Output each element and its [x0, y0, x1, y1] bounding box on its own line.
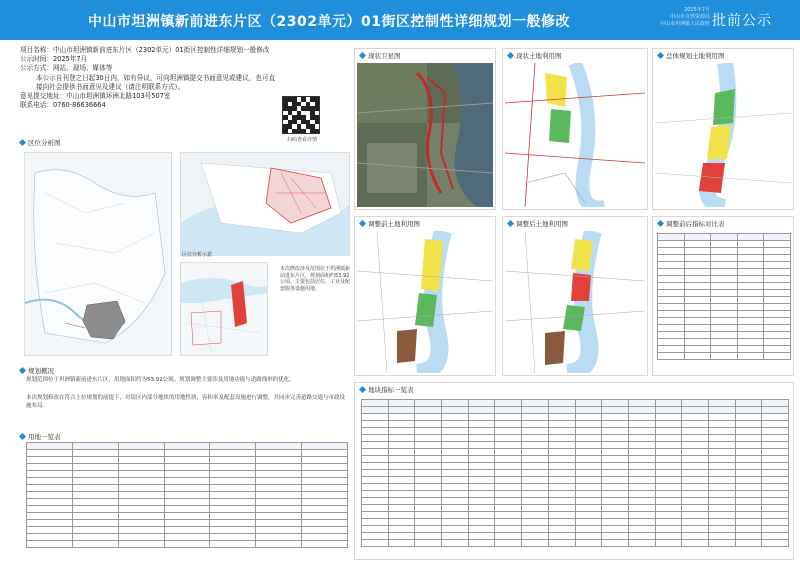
table-row [362, 456, 789, 463]
table-row [658, 269, 791, 276]
table-row [27, 471, 348, 478]
table-row [362, 470, 789, 477]
table-row [362, 484, 789, 491]
table-row [27, 541, 348, 548]
table-row [658, 241, 791, 248]
table-row [362, 414, 789, 421]
table-row [362, 526, 789, 533]
diamond-icon [359, 52, 366, 59]
table-row [362, 491, 789, 498]
qr-code[interactable] [282, 96, 320, 134]
summary-section-title: 规划概况 [20, 366, 54, 375]
table-row [362, 449, 789, 456]
diamond-icon [359, 386, 366, 393]
master-plan-panel [652, 48, 794, 210]
table-row [658, 276, 791, 283]
table-row [362, 463, 789, 470]
table-row [362, 519, 789, 526]
after-plan-title: 调整后土地利用图 [508, 219, 568, 228]
header-org1: 中山市自然资源局 [669, 14, 710, 20]
table-row [27, 478, 348, 485]
control-table-title: 地块指标一览表 [360, 385, 414, 394]
table-row [658, 283, 791, 290]
diamond-icon [19, 433, 26, 440]
table-row [658, 339, 791, 346]
table-row [658, 311, 791, 318]
table-row [27, 520, 348, 527]
table-row [362, 505, 789, 512]
location-section-title: 区位分析图 [20, 138, 61, 147]
diamond-icon [657, 220, 664, 227]
table-row [658, 248, 791, 255]
summary-text-2: 本次规划修改在符合上位规划的前提下，对街区内部分地块的用地性质、容积率及配套设施进行调整，并同步完善道路交通与市政设施布局。 [26, 395, 346, 409]
table-row [27, 457, 348, 464]
after-plan-map [505, 231, 645, 373]
land-use-table [26, 442, 348, 558]
diamond-icon [359, 220, 366, 227]
table-row [27, 527, 348, 534]
location-map-top [180, 152, 350, 256]
summary-text-1: 规划范围位于坦洲镇新前进东片区，用地面积约为53.92公顷。规划调整主要涉及用地功能与道路线形的优化。 [26, 377, 295, 383]
table-row [658, 290, 791, 297]
land-table-title: 用地一览表 [20, 432, 61, 441]
diamond-icon [19, 139, 26, 146]
table-row [362, 540, 789, 547]
indicator-compare-title: 调整前后指标对比表 [658, 219, 725, 228]
satellite-title: 现状卫星图 [360, 51, 401, 60]
table-row [362, 428, 789, 435]
control-table-panel [354, 382, 794, 560]
table-row [362, 498, 789, 505]
table-row [658, 262, 791, 269]
caption-location: 区位分析示意 [182, 252, 213, 258]
project-name: 项目名称：中山市坦洲镇新前进东片区（2302单元）01街区控制性详细规划一般修改 [20, 46, 270, 54]
before-plan-map [357, 231, 493, 373]
publicity-badge: 批前公示 [712, 13, 772, 29]
table-row [658, 325, 791, 332]
table-row [362, 421, 789, 428]
diamond-icon [507, 220, 514, 227]
before-plan-panel [354, 216, 496, 376]
table-row [27, 485, 348, 492]
master-plan-map [655, 63, 791, 207]
table-row [27, 513, 348, 520]
location-map-large [24, 152, 172, 356]
page-header [0, 0, 800, 40]
table-row [27, 492, 348, 499]
contact-phone: 联系电话：0760-86636664 [20, 101, 106, 110]
table-row [658, 353, 791, 360]
table-row [658, 332, 791, 339]
table-row [27, 443, 348, 450]
table-row [362, 477, 789, 484]
after-plan-panel [502, 216, 648, 376]
qr-label: 扫码查看详情 [286, 137, 317, 143]
current-land-map [505, 63, 645, 207]
table-row [362, 400, 789, 407]
public-notice: 本公示自刊登之日起30日内，如有异议，可向坦洲镇提交书面意见或建议，也可直接向社会提供书面意见及建议（请注明联系方式）。 [36, 73, 276, 91]
satellite-image [357, 63, 493, 207]
table-row [658, 304, 791, 311]
satellite-panel [354, 48, 496, 210]
table-row [658, 297, 791, 304]
table-row [27, 534, 348, 541]
publish-time: 公示时间：2025年7月 [20, 55, 88, 64]
header-org2: 中山市坦洲镇人民政府 [659, 21, 710, 27]
diamond-icon [19, 367, 26, 374]
table-row [362, 407, 789, 414]
caption-scope-desc: 本次修改涉及范围位于坦洲镇新前进东片区，规划面积约53.92公顷，主要包括居住、工业及配套服务设施用地。 [280, 266, 351, 292]
master-plan-title: 总体规划土地利用图 [658, 51, 725, 60]
contact-address: 意见提交地址：中山市坦洲镇环洲北路103号507室 [20, 92, 171, 101]
table-row [27, 450, 348, 457]
table-row [362, 435, 789, 442]
diamond-icon [507, 52, 514, 59]
table-row [658, 346, 791, 353]
table-row [362, 512, 789, 519]
table-row [658, 318, 791, 325]
before-plan-title: 调整前土地利用图 [360, 219, 420, 228]
table-row [658, 234, 791, 241]
page-title: 中山市坦洲镇新前进东片区（2302单元）01街区控制性详细规划一般修改 [88, 14, 570, 30]
header-meta [600, 7, 710, 28]
indicator-compare-panel [652, 216, 794, 376]
header-date: 2025年7月 [684, 7, 710, 13]
location-map-detail [180, 262, 268, 356]
table-row [362, 442, 789, 449]
current-land-title: 现状土地利用图 [508, 51, 562, 60]
table-row [27, 499, 348, 506]
diamond-icon [657, 52, 664, 59]
table-row [658, 255, 791, 262]
publish-method: 公示方式：网站、现场、媒体等 [20, 64, 113, 73]
table-row [27, 506, 348, 513]
table-row [27, 464, 348, 471]
current-land-panel [502, 48, 648, 210]
table-row [362, 533, 789, 540]
